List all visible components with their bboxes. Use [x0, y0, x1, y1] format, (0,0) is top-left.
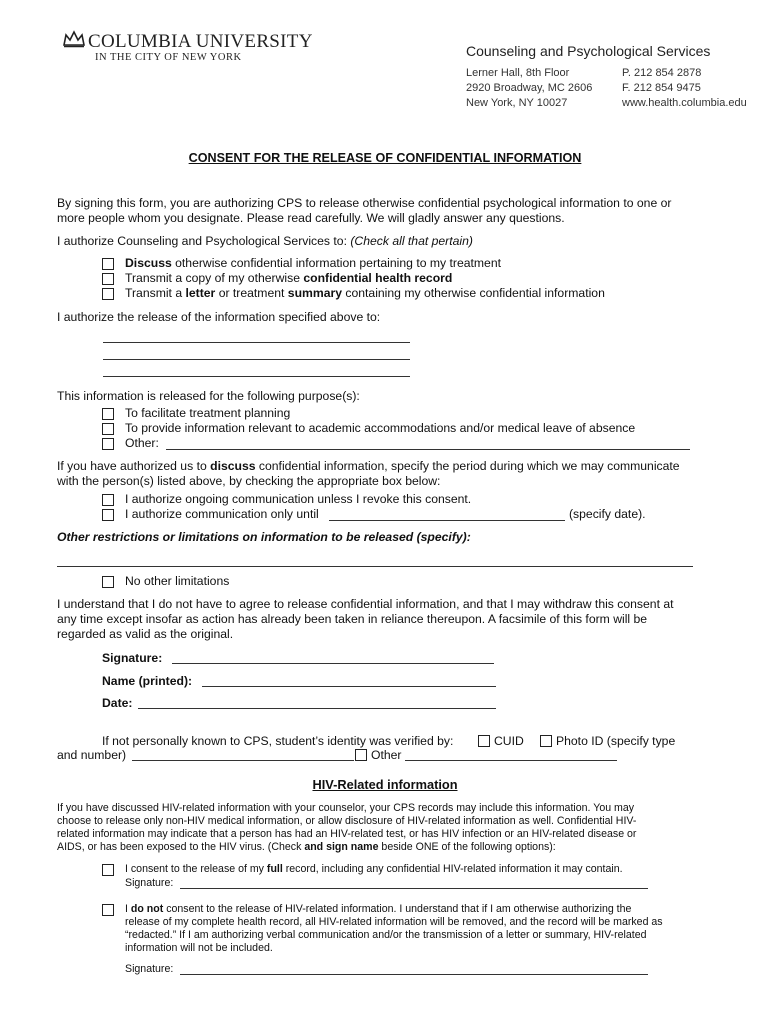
transmit-record-text: Transmit a copy of my otherwise — [125, 271, 304, 285]
recipient-line-2[interactable] — [103, 359, 410, 360]
date-label: Date: — [102, 696, 133, 710]
hiv-consent-signature-line[interactable] — [180, 888, 648, 889]
university-name: COLUMBIA UNIVERSITY — [88, 31, 313, 52]
other-id-line[interactable] — [405, 760, 617, 761]
hiv-no-consent-a: I — [125, 903, 131, 915]
ongoing-communication-checkbox[interactable] — [102, 494, 114, 506]
hiv-para-line-1: If you have discussed HIV-related information with your counselor, your CPS records may include this information. You may — [57, 802, 635, 814]
no-limitations-checkbox[interactable] — [102, 576, 114, 588]
summary-bold: summary — [287, 286, 342, 300]
address-line-1: Lerner Hall, 8th Floor — [466, 67, 570, 79]
photo-id-checkbox[interactable] — [540, 735, 552, 747]
hiv-consent-a: I consent to the release of my — [125, 863, 267, 875]
phone-number: P. 212 854 2878 — [622, 67, 702, 79]
transmit-letter-text-e: containing my otherwise confidential information — [342, 286, 605, 300]
specify-date-label: (specify date). — [569, 507, 646, 521]
period-line-1 — [57, 459, 680, 474]
release-to-label: I authorize the release of the information specified above to: — [57, 310, 381, 324]
transmit-letter-text-c: or treatment — [215, 286, 288, 300]
letter-bold: letter — [185, 286, 216, 300]
other-id-label: Other — [371, 748, 402, 762]
address-line-2: 2920 Broadway, MC 2606 — [466, 82, 593, 94]
hiv-para-4c: beside ONE of the following options): — [378, 841, 556, 853]
cuid-checkbox[interactable] — [478, 735, 490, 747]
treatment-planning-label: To facilitate treatment planning — [125, 406, 291, 420]
hiv-consent-signature-label: Signature: — [125, 877, 174, 889]
hiv-full-bold: full — [266, 863, 283, 875]
signature-label: Signature: — [102, 651, 163, 665]
hiv-para-line-3: related information may indicate that a person has had an HIV-related test, or has HIV infection or an HIV-related disease or — [57, 828, 637, 840]
authorize-text: I authorize Counseling and Psychological Services to: — [57, 234, 351, 248]
university-subtitle: IN THE CITY OF NEW YORK — [95, 52, 242, 63]
transmit-record-checkbox[interactable] — [102, 273, 114, 285]
hiv-consent-c: record, including any confidential HIV-related information it may contain. — [282, 863, 623, 875]
hiv-no-consent-line-1 — [125, 903, 631, 916]
hiv-para-line-4 — [57, 841, 556, 854]
discuss-bold: Discuss — [125, 256, 172, 270]
ongoing-communication-label: I authorize ongoing communication unless I revoke this consent. — [125, 492, 472, 506]
treatment-planning-checkbox[interactable] — [102, 408, 114, 420]
department-name: Counseling and Psychological Services — [466, 43, 711, 59]
transmit-letter-label — [125, 286, 605, 301]
cuid-label: CUID — [494, 734, 524, 748]
purpose-lead: This information is released for the following purpose(s): — [57, 389, 360, 403]
transmit-letter-checkbox[interactable] — [102, 288, 114, 300]
id-number-line[interactable] — [132, 760, 354, 761]
transmit-record-bold: confidential health record — [303, 271, 453, 285]
restrictions-label: Other restrictions or limitations on information to be released (specify): — [57, 530, 471, 544]
discuss-checkbox[interactable] — [102, 258, 114, 270]
date-line[interactable] — [138, 708, 496, 709]
photo-id-label: Photo ID (specify type — [556, 734, 676, 748]
name-printed-line[interactable] — [202, 686, 496, 687]
recipient-line-3[interactable] — [103, 376, 410, 377]
hiv-no-consent-line-3: “redacted.” If I am authorizing verbal communication and/or the transmission of a letter or summary, HIV-related — [125, 929, 647, 941]
transmit-letter-text-a: Transmit a — [125, 286, 186, 300]
until-date-line[interactable] — [329, 520, 565, 521]
hiv-no-consent-line-2: release of my complete health record, all HIV-related information will be removed, and the record will be marked as — [125, 916, 663, 928]
period-text-c: confidential information, specify the period during which we may communicate — [255, 459, 680, 473]
other-purpose-label: Other: — [125, 436, 159, 450]
communication-until-checkbox[interactable] — [102, 509, 114, 521]
hiv-heading: HIV-Related information — [312, 777, 458, 792]
no-limitations-label: No other limitations — [125, 574, 230, 588]
period-text-a: If you have authorized us to — [57, 459, 211, 473]
hiv-no-consent-signature-line[interactable] — [180, 974, 648, 975]
understand-line-3: regarded as valid as the original. — [57, 627, 234, 641]
fax-number: F. 212 854 9475 — [622, 82, 701, 94]
hiv-no-consent-checkbox[interactable] — [102, 904, 114, 916]
form-title: CONSENT FOR THE RELEASE OF CONFIDENTIAL INFORMATION — [188, 151, 582, 165]
other-purpose-line[interactable] — [166, 449, 690, 450]
and-number-label: and number) — [57, 748, 127, 762]
understand-line-1: I understand that I do not have to agree to release confidential information, and that I may withdraw this consent at — [57, 597, 674, 611]
authorize-hint: (Check all that pertain) — [350, 234, 473, 248]
authorize-lead — [57, 234, 473, 249]
other-id-checkbox[interactable] — [355, 749, 367, 761]
period-discuss-bold: discuss — [210, 459, 256, 473]
hiv-no-consent-c: consent to the release of HIV-related information. I understand that if I am otherwise authorizing the — [163, 903, 632, 915]
verify-lead: If not personally known to CPS, student’s identity was verified by: — [102, 734, 454, 748]
discuss-rest: otherwise confidential information pertaining to my treatment — [171, 256, 501, 270]
restrictions-line[interactable] — [57, 566, 693, 567]
hiv-do-not-bold: do not — [130, 903, 164, 915]
hiv-para-line-2: choose to release only non-HIV medical information, or allow disclosure of HIV-related information as well. Confidential HIV- — [57, 815, 637, 827]
recipient-line-1[interactable] — [103, 342, 410, 343]
hiv-no-consent-signature-label: Signature: — [125, 963, 174, 975]
period-line-2: with the person(s) listed above, by checking the appropriate box below: — [57, 474, 441, 488]
hiv-para-4a: AIDS, or has been exposed to the HIV virus. (Check — [57, 841, 305, 853]
intro-line-1: By signing this form, you are authorizing CPS to release otherwise confidential psychological information to one or — [57, 196, 672, 210]
website: www.health.columbia.edu — [622, 97, 747, 109]
address-line-3: New York, NY 10027 — [466, 97, 568, 109]
discuss-option-label — [125, 256, 501, 271]
intro-line-2: more people whom you designate. Please read carefully. We will gladly answer any questions. — [57, 211, 565, 225]
hiv-consent-checkbox[interactable] — [102, 864, 114, 876]
other-purpose-checkbox[interactable] — [102, 438, 114, 450]
communication-until-label: I authorize communication only until — [125, 507, 319, 521]
signature-line[interactable] — [172, 663, 494, 664]
transmit-record-label — [125, 271, 452, 286]
understand-line-2: any time except insofar as action has already been taken in reliance thereupon. A facsimile of this form will be — [57, 612, 648, 626]
academic-accommodations-checkbox[interactable] — [102, 423, 114, 435]
name-printed-label: Name (printed): — [102, 674, 193, 688]
academic-accommodations-label: To provide information relevant to academic accommodations and/or medical leave of absence — [125, 421, 636, 435]
hiv-sign-name-bold: and sign name — [304, 841, 379, 853]
crown-icon — [62, 30, 86, 48]
hiv-no-consent-line-4: information will not be included. — [125, 942, 273, 954]
hiv-consent-label — [125, 863, 623, 876]
